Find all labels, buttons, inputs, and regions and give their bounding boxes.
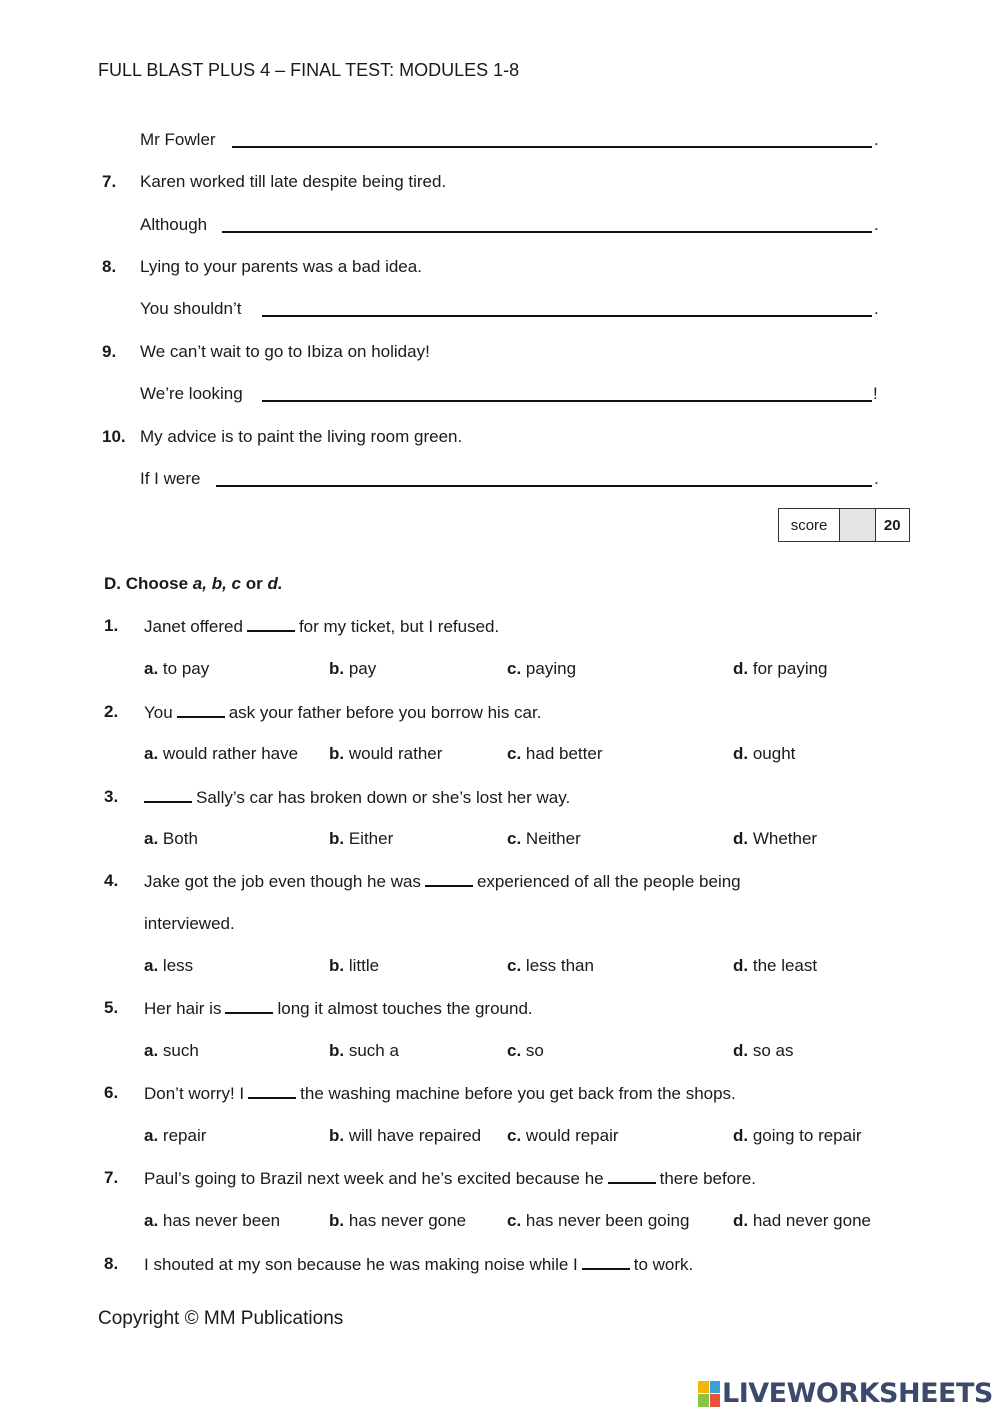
logo-square [710,1394,721,1407]
d-q7-blank [608,1168,656,1184]
logo-square [698,1394,709,1407]
option-letter: b. [329,1126,345,1145]
c-item-8-number: 8. [102,257,117,276]
option-text: would repair [525,1126,619,1145]
d-q7-option-b[interactable] [329,1211,466,1231]
d-q4-before: Jake got the job even though he was [144,872,421,891]
d-q7-before: Paul’s going to Brazil next week and he’s excited because he [144,1169,604,1188]
option-letter: d. [733,1126,749,1145]
option-text: has never been [162,1211,281,1230]
d-q5-after: long it almost touches the ground. [277,999,533,1018]
d-q4-number: 4. [104,871,119,890]
option-letter: c. [507,956,522,975]
option-letter: b. [329,1211,345,1230]
d-q3-number: 3. [104,787,119,806]
logo-square [710,1381,721,1394]
d-q7-text [144,1168,756,1189]
option-text: had better [525,744,603,763]
d-q8-before: I shouted at my son because he was making noise while I [144,1255,578,1274]
option-text: for paying [752,659,828,678]
d-q6-after: the washing machine before you get back from the shops. [300,1084,736,1103]
option-text: had never gone [752,1211,871,1230]
d-q2-option-b[interactable] [329,744,442,764]
option-text: little [348,956,380,975]
option-text: less than [525,956,594,975]
d-q6-option-b[interactable] [329,1126,481,1146]
d-q4-line2: interviewed. [144,914,235,933]
option-letter: c. [507,1211,522,1230]
d-q7-after: there before. [659,1169,757,1188]
d-q2-number: 2. [104,702,119,721]
q6-end: . [874,130,879,149]
option-letter: a. [144,744,159,763]
option-letter: b. [329,956,345,975]
d-q6-number: 6. [104,1083,119,1102]
d-q8-blank [582,1254,630,1270]
d-q1-option-a[interactable] [144,659,209,679]
option-letter: a. [144,1126,159,1145]
d-q6-text [144,1083,736,1104]
d-q6-before: Don’t worry! I [144,1084,245,1103]
section-d-title-prefix: D. Choose [104,574,189,593]
d-q4-option-d[interactable] [733,956,817,976]
option-letter: b. [329,744,345,763]
d-q6-option-d[interactable] [733,1126,862,1146]
d-q5-text [144,998,533,1019]
section-d-title-italic: a, b, c [192,574,241,593]
option-letter: a. [144,1211,159,1230]
d-q4-option-b[interactable] [329,956,379,976]
option-text: Whether [752,829,818,848]
c-item-10-end: . [874,469,879,488]
c-item-10-start: If I were [140,469,201,488]
option-text: ought [752,744,796,763]
option-text: so [525,1041,544,1060]
d-q8-after: to work. [633,1255,694,1274]
section-d-title [104,574,283,594]
answer-line-7[interactable] [222,231,872,233]
liveworksheets-logo-text: LIVEWORKSHEETS [722,1378,993,1409]
d-q7-number: 7. [104,1168,119,1187]
c-item-9-start: We’re looking [140,384,243,403]
option-text: so as [752,1041,794,1060]
d-q3-text [144,787,570,808]
option-text: to pay [162,659,210,678]
d-q7-option-d[interactable] [733,1211,871,1231]
d-q1-blank [247,616,295,632]
d-q4-option-a[interactable] [144,956,193,976]
option-text: has never been going [525,1211,690,1230]
d-q4-blank [425,871,473,887]
option-letter: d. [733,829,749,848]
d-q3-option-c[interactable] [507,829,581,849]
d-q1-number: 1. [104,616,119,635]
d-q1-option-c[interactable] [507,659,576,679]
option-text: has never gone [348,1211,467,1230]
c-item-7-sentence: Karen worked till late despite being tired. [140,172,447,191]
option-letter: c. [507,1041,522,1060]
c-item-10-number: 10. [102,427,126,446]
option-text: such [162,1041,199,1060]
d-q3-option-a[interactable] [144,829,198,849]
c-item-8-end: . [874,299,879,318]
option-text: Neither [525,829,581,848]
d-q3-option-b[interactable] [329,829,393,849]
c-item-9-end: ! [873,384,878,403]
answer-line-6[interactable] [232,146,872,148]
option-letter: c. [507,744,522,763]
option-letter: b. [329,829,345,848]
d-q1-option-b[interactable] [329,659,376,679]
page-header: FULL BLAST PLUS 4 – FINAL TEST: MODULES 1-8 [98,60,520,80]
option-letter: c. [507,1126,522,1145]
d-q6-option-a[interactable] [144,1126,206,1146]
d-q2-text [144,702,541,723]
d-q2-option-c[interactable] [507,744,602,764]
d-q4-option-c[interactable] [507,956,594,976]
d-q2-before: You [144,703,173,722]
option-letter: c. [507,659,522,678]
c-item-7-number: 7. [102,172,117,191]
d-q4-after: experienced of all the people being [476,872,741,891]
logo-square [698,1381,709,1394]
c-item-9-sentence: We can’t wait to go to Ibiza on holiday! [140,342,430,361]
c-item-8-sentence: Lying to your parents was a bad idea. [140,257,422,276]
option-letter: a. [144,1041,159,1060]
c-item-7-start: Although [140,215,208,234]
d-q5-blank [225,998,273,1014]
option-letter: c. [507,829,522,848]
option-text: less [162,956,194,975]
option-text: paying [525,659,577,678]
option-letter: d. [733,744,749,763]
option-letter: b. [329,659,345,678]
d-q2-option-a[interactable] [144,744,298,764]
option-letter: b. [329,1041,345,1060]
d-q8-text [144,1254,693,1275]
section-d-title-d: d. [267,574,283,593]
d-q4-text [144,871,741,892]
option-letter: a. [144,829,159,848]
d-q5-number: 5. [104,998,119,1017]
answer-line-9[interactable] [262,400,872,402]
option-text: will have repaired [348,1126,482,1145]
option-text: repair [162,1126,207,1145]
d-q2-option-d[interactable] [733,744,795,764]
option-letter: d. [733,956,749,975]
d-q2-blank [177,702,225,718]
score-label: score [779,509,840,541]
d-q5-option-c[interactable] [507,1041,544,1061]
option-text: pay [348,659,377,678]
answer-line-10[interactable] [216,485,872,487]
liveworksheets-logo-icon [698,1381,720,1407]
option-letter: d. [733,1211,749,1230]
d-q7-option-c[interactable] [507,1211,689,1231]
d-q1-option-d[interactable] [733,659,828,679]
d-q3-after: Sally’s car has broken down or she’s lost her way. [196,788,571,807]
score-input[interactable] [840,509,875,541]
option-text: Both [162,829,198,848]
d-q2-after: ask your father before you borrow his car. [228,703,542,722]
d-q1-before: Janet offered [144,617,243,636]
copyright: Copyright © MM Publications [98,1308,344,1329]
option-letter: d. [733,1041,749,1060]
liveworksheets-logo[interactable] [698,1378,993,1409]
c-item-7-end: . [874,215,879,234]
c-item-8-start: You shouldn’t [140,299,242,318]
d-q6-option-c[interactable] [507,1126,619,1146]
option-letter: d. [733,659,749,678]
c-item-9-number: 9. [102,342,117,361]
d-q3-blank [144,787,192,803]
d-q5-option-d[interactable] [733,1041,793,1061]
q6-start: Mr Fowler [140,130,216,149]
option-letter: a. [144,659,159,678]
answer-line-8[interactable] [262,315,872,317]
option-letter: a. [144,956,159,975]
section-d-title-or: or [245,574,263,593]
c-item-10-sentence: My advice is to paint the living room green. [140,427,463,446]
option-text: the least [752,956,818,975]
score-total: 20 [883,516,901,534]
d-q1-text [144,616,499,637]
option-text: going to repair [752,1126,862,1145]
score-box [778,508,910,542]
option-text: would rather [348,744,443,763]
d-q3-option-d[interactable] [733,829,817,849]
d-q5-before: Her hair is [144,999,222,1018]
d-q1-after: for my ticket, but I refused. [298,617,500,636]
d-q5-option-a[interactable] [144,1041,199,1061]
option-text: such a [348,1041,399,1060]
d-q7-option-a[interactable] [144,1211,280,1231]
d-q6-blank [248,1083,296,1099]
d-q8-number: 8. [104,1254,119,1273]
option-text: Either [348,829,394,848]
option-text: would rather have [162,744,299,763]
d-q5-option-b[interactable] [329,1041,399,1061]
